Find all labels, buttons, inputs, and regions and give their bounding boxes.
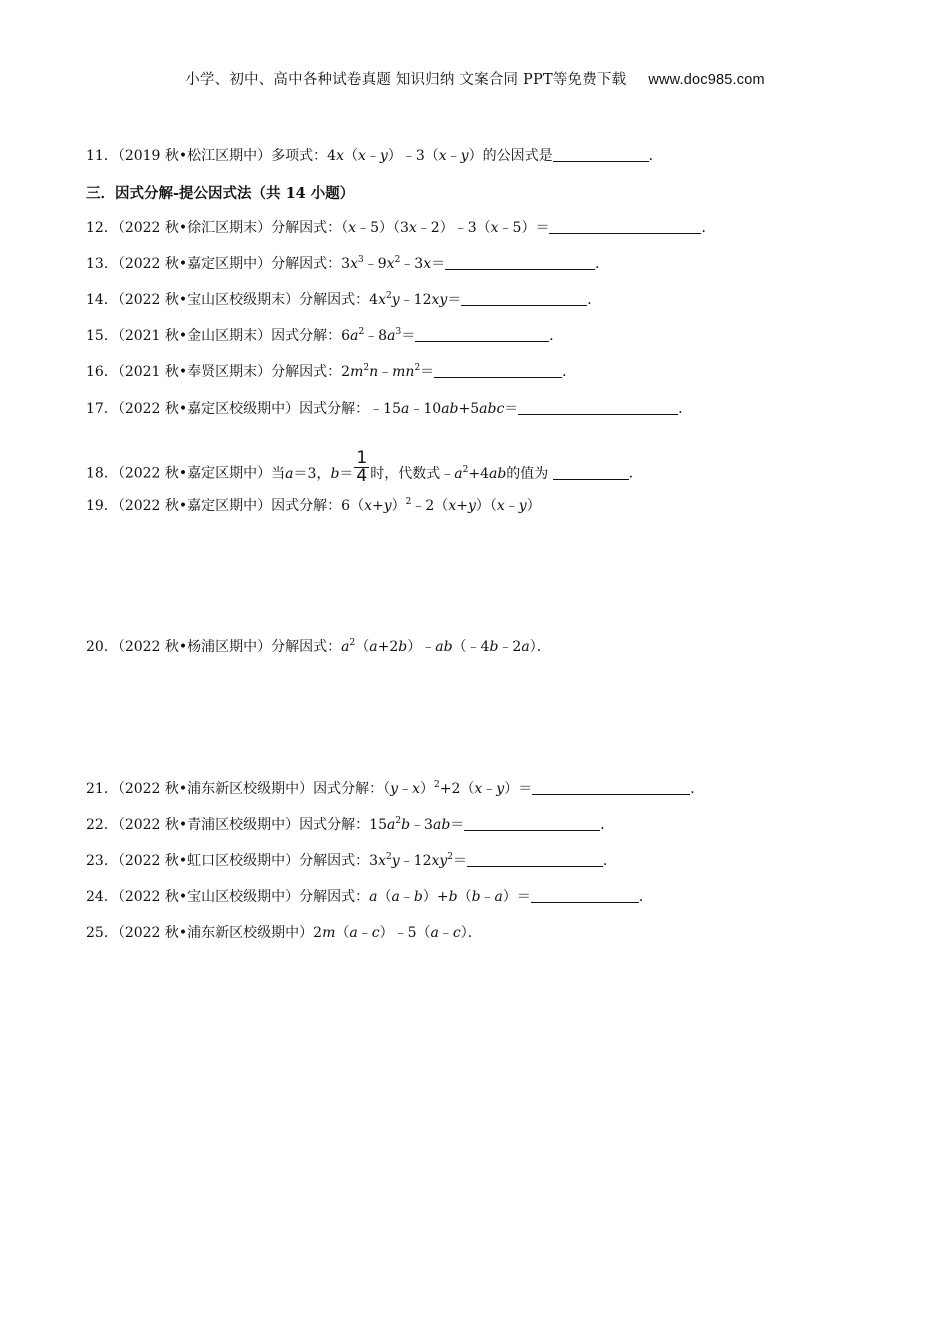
question-source: （2022 秋•徐汇区期末） [117, 220, 272, 236]
question-number: 21． [86, 781, 118, 797]
fraction-denominator: 4 [356, 466, 368, 486]
question-text: 因式分解：（y﹣x）$^2$+2（x﹣y）＝ [313, 780, 533, 797]
question-text: 分解因式：$4x^2y﹣12xy=$ [299, 291, 462, 308]
question-14: 14．（2022 秋•宝山区校级期末）分解因式：$4x^2y﹣12xy=$ ． [86, 291, 602, 308]
question-13: 13．（2022 秋•嘉定区期中）分解因式：$3x^3﹣9x^2﹣3x=$ ． [86, 255, 610, 272]
question-number: 20． [86, 639, 118, 655]
question-number: 23． [86, 853, 118, 869]
question-15: 15．（2021 秋•金山区期末）因式分解：$6a^2﹣8a^3=$ ． [86, 327, 564, 344]
question-25 [86, 923, 482, 943]
answer-blank[interactable] [445, 255, 595, 270]
answer-blank[interactable] [531, 888, 639, 903]
question-text: 分解因式：a（a﹣b）+b（b﹣a）＝ [299, 889, 531, 905]
question-24: 24．（2022 秋•宝山区校级期中）分解因式：a（a﹣b）+b（b﹣a）＝ ． [86, 889, 653, 905]
question-source: （2022 秋•嘉定区校级期中） [117, 401, 300, 417]
question-text: 多项式：4x（x﹣y）﹣3（x﹣y）的公因式是 [271, 148, 553, 164]
question-number: 16． [86, 364, 118, 380]
question-text: 分解因式：$3x^2y﹣12xy^2=$ [299, 852, 468, 869]
answer-blank[interactable] [549, 219, 701, 234]
answer-blank[interactable] [464, 816, 600, 831]
question-number: 18． [86, 465, 118, 482]
question-source: （2022 秋•浦东新区校级期中） [117, 781, 314, 797]
question-text: 因式分解：$6(x+y)^2﹣2(x+y)(x﹣y)$ [271, 497, 541, 514]
question-text: 分解因式：$2m^2n﹣mn^2=$ [271, 363, 435, 380]
question-18: 18．（2022 秋•嘉定区期中）当a＝3，b＝ $\frac{1}{4}$ 时，代数式$﹣a^2+4ab$的值为 ． [86, 448, 643, 486]
answer-blank[interactable] [461, 291, 587, 306]
answer-blank[interactable] [467, 852, 603, 867]
fraction [354, 450, 369, 485]
question-text: 2m（a﹣c）﹣5（a﹣c）． [313, 925, 482, 941]
question-number: 11． [86, 148, 118, 164]
question-20 [86, 637, 551, 657]
question-source: （2022 秋•杨浦区期中） [117, 639, 272, 655]
question-source: （2022 秋•青浦区校级期中） [117, 817, 300, 833]
answer-blank[interactable] [553, 465, 629, 480]
page-header [0, 68, 950, 89]
header-site: www.doc985.com [648, 72, 765, 88]
question-12: 12．（2022 秋•徐汇区期末）分解因式：（x﹣5）（3x﹣2）﹣3（x﹣5）＝ ． [86, 220, 716, 236]
question-number: 13． [86, 256, 118, 272]
question-source: （2022 秋•嘉定区期中） [117, 465, 272, 482]
question-text: 当a＝3，b＝ $\frac{1}{4}$ 时，代数式$﹣a^2+4ab$的值为 [271, 448, 553, 486]
answer-blank[interactable] [434, 363, 562, 378]
question-text: 因式分解：$6a^2﹣8a^3=$ [271, 327, 416, 344]
question-source: （2021 秋•奉贤区期末） [117, 364, 272, 380]
question-source: （2021 秋•金山区期末） [117, 328, 272, 344]
header-text: 小学、初中、高中各种试卷真题 知识归纳 文案合同 PPT等免费下载 [185, 72, 627, 88]
question-number: 24． [86, 889, 118, 905]
section-title: 三．因式分解-提公因式法（共 14 小题） [86, 185, 355, 202]
question-source: （2022 秋•浦东新区校级期中） [117, 925, 314, 941]
question-11: 11．（2019 秋•松江区期中）多项式：4x（x﹣y）﹣3（x﹣y）的公因式是 ． [86, 148, 663, 164]
question-text: 因式分解：﹣15a﹣10ab+5abc＝ [299, 401, 519, 417]
question-19 [86, 496, 541, 516]
question-text: 分解因式：（x﹣5）（3x﹣2）﹣3（x﹣5）＝ [271, 220, 550, 236]
question-text: 分解因式：$3x^3﹣9x^2﹣3x=$ [271, 255, 446, 272]
question-number: 22． [86, 817, 118, 833]
question-21: 21．（2022 秋•浦东新区校级期中）因式分解：（y﹣x）$^2$+2（x﹣y）＝ ． [86, 780, 705, 797]
answer-blank[interactable] [532, 780, 690, 795]
question-text: 因式分解：$15a^2b﹣3ab=$ [299, 816, 465, 833]
question-source: （2019 秋•松江区期中） [117, 148, 272, 164]
question-number: 15． [86, 328, 118, 344]
answer-blank[interactable] [553, 147, 649, 162]
question-text: 分解因式：$a^2(a+2b)﹣ab(﹣4b﹣2a)$． [271, 638, 551, 655]
question-22: 22．（2022 秋•青浦区校级期中）因式分解：$15a^2b﹣3ab=$ ． [86, 816, 615, 833]
question-number: 19． [86, 498, 118, 514]
question-source: （2022 秋•虹口区校级期中） [117, 853, 300, 869]
question-16: 16．（2021 秋•奉贤区期末）分解因式：$2m^2n﹣mn^2=$ ． [86, 363, 577, 380]
answer-blank[interactable] [415, 327, 549, 342]
question-23: 23．（2022 秋•虹口区校级期中）分解因式：$3x^2y﹣12xy^2=$ ． [86, 852, 618, 869]
question-number: 14． [86, 292, 118, 308]
question-source: （2022 秋•宝山区校级期中） [117, 889, 300, 905]
question-source: （2022 秋•宝山区校级期末） [117, 292, 300, 308]
question-source: （2022 秋•嘉定区期中） [117, 498, 272, 514]
answer-blank[interactable] [518, 400, 678, 415]
question-source: （2022 秋•嘉定区期中） [117, 256, 272, 272]
question-number: 12． [86, 220, 118, 236]
question-17: 17．（2022 秋•嘉定区校级期中）因式分解：﹣15a﹣10ab+5abc＝ ． [86, 401, 693, 417]
question-number: 17． [86, 401, 118, 417]
fraction-numerator: 1 [356, 448, 368, 468]
question-number: 25． [86, 925, 118, 941]
